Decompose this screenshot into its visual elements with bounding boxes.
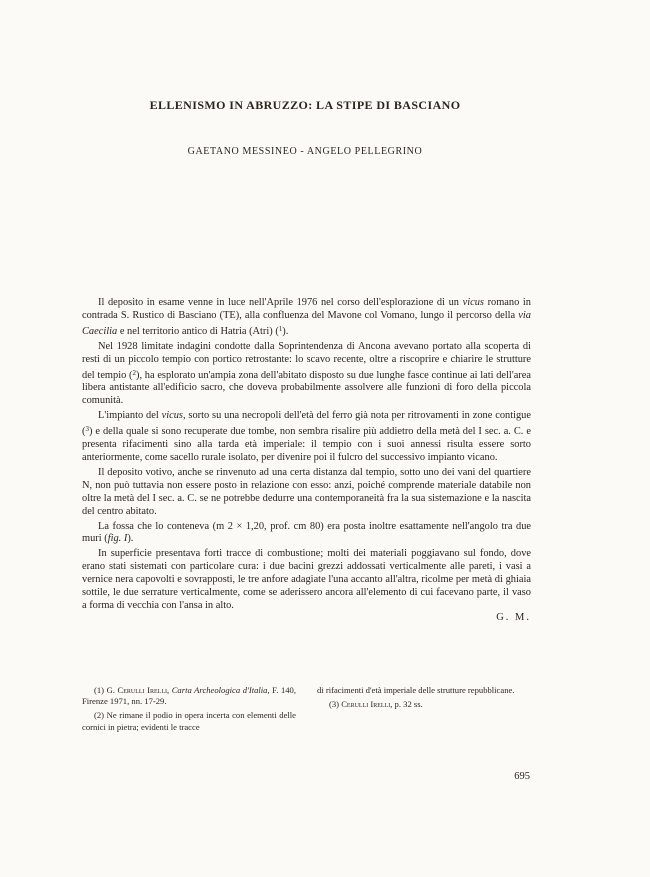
footnote (82, 710, 296, 732)
paragraph: In superficie presentava forti tracce di combustione; molti dei materiali poggiavano sul fondo, dove erano stati sistemati con particolare cura: i due bacini grezzi addossati verticalmente alle pareti, i vasi a vernice nera capovolti e sovrapposti, le tre anfore adagiate l'una accanto all'altra, ricolme per metà di ghiaia sottile, le due serrature verticalmente, come se aderissero ancora all'elemento di cui facevano parte, il vaso a forma di vecchia con l'ansa in alto. (82, 548, 531, 611)
footnote (317, 699, 531, 710)
text-run: Ne rimane il podio in opera incerta con elementi delle cornici in pietra; evidenti le tracce (82, 710, 296, 732)
paragraph (82, 297, 531, 339)
text-run: e nel territorio antico di Hatria (Atri) ( (117, 325, 279, 337)
italic-term: vicus (462, 297, 484, 308)
footnotes (82, 685, 531, 736)
footnote-author: Cerulli Irelli, (341, 699, 393, 710)
article-authors: GAETANO MESSINEO - ANGELO PELLEGRINO (187, 146, 423, 157)
footnote-ref: 1 (278, 324, 283, 333)
text-run: ) e della quale si sono recuperate due tombe, non sembra risalire più addietro della metà del I sec. a. C. e presenta rifacimenti sino alla tarda età imperiale: il tempio con i suoi annessi risulta essere sorto anteriormente, come sacello rurale isolato, per divenire poi il fulcro del successivo impianto vicano. (82, 426, 531, 463)
text-run: ), ha esplorato un'ampia zona dell'abitato disposto su due lunghe fasce continue ai lati dell'area libera antistante all'edificio sacro, che doveva probabilmente assolvere alle funzioni di foro della piccola comunità. (82, 369, 531, 407)
text-run: F. 140, Firenze 1971, nn. 17-29. (82, 685, 297, 707)
text-run: romano in contrada S. Rustico di Basciano (TE), alla confluenza del Mavone col Vomano, lungo il percorso della (82, 297, 531, 321)
paragraph (82, 341, 531, 409)
paragraph: Il deposito votivo, anche se rinvenuto ad una certa distanza dal tempio, sotto uno dei vani del quartiere N, non può tuttavia non essere posto in relazione con esso: anzi, poiché comprende materiale databile non oltre la metà del I sec. a. C. se ne potrebbe dedurre una contemporaneità fra la sua sistemazione e la nascita del centro abitato. (82, 466, 531, 517)
text-run: La fossa che lo conteneva (m 2 × 1,20, prof. cm 80) era posta inoltre esattamente nell'angolo tra due muri ( (82, 520, 531, 545)
article-body (82, 297, 531, 615)
footnote-work: Carta Archeologica d'Italia, (171, 685, 270, 695)
footnote-mark: (3) (329, 699, 340, 710)
paragraph (82, 410, 531, 465)
text-run: L'impianto del (98, 410, 162, 422)
footnote-column-left (82, 685, 296, 736)
footnote-column-right (317, 685, 531, 736)
text-run: p. 32 ss. (392, 699, 423, 710)
figure-ref: fig. I (107, 533, 128, 545)
italic-term: vicus (161, 410, 183, 422)
footnote-ref: 3 (85, 425, 89, 434)
footnote-mark: (1) (94, 685, 105, 695)
text-run: , sorto su una necropoli dell'età del ferro già nota per ritrovamenti in zone contigue ( (82, 410, 531, 438)
text-run: Il deposito in esame venne in luce nell'Aprile 1976 nel corso dell'esplorazione di un (98, 297, 463, 308)
footnote-ref: 2 (132, 368, 136, 377)
italic-term: via Caecilia (82, 309, 531, 337)
footnote-mark: (2) (94, 710, 105, 721)
text-run: ). (127, 533, 134, 545)
footnote (82, 685, 296, 707)
page-number: 695 (514, 771, 530, 782)
author-signature: G. M. (496, 612, 531, 623)
text-run: Nel 1928 limitate indagini condotte dalla Soprintendenza di Ancona avevano portato alla scoperta di resti di un piccolo tempio con portico retrostante: lo scavo recente, oltre a riscoprire e chiarire le strutture del tempio ( (82, 340, 531, 381)
footnote-continuation: di rifacimenti d'età imperiale delle strutture repubblicane. (317, 685, 515, 695)
article-title: ELLENISMO IN ABRUZZO: LA STIPE DI BASCIANO (149, 98, 461, 112)
paragraph (82, 521, 531, 547)
footnote-author: G. Cerulli Irelli, (106, 685, 170, 695)
text-run: ). (282, 325, 289, 337)
